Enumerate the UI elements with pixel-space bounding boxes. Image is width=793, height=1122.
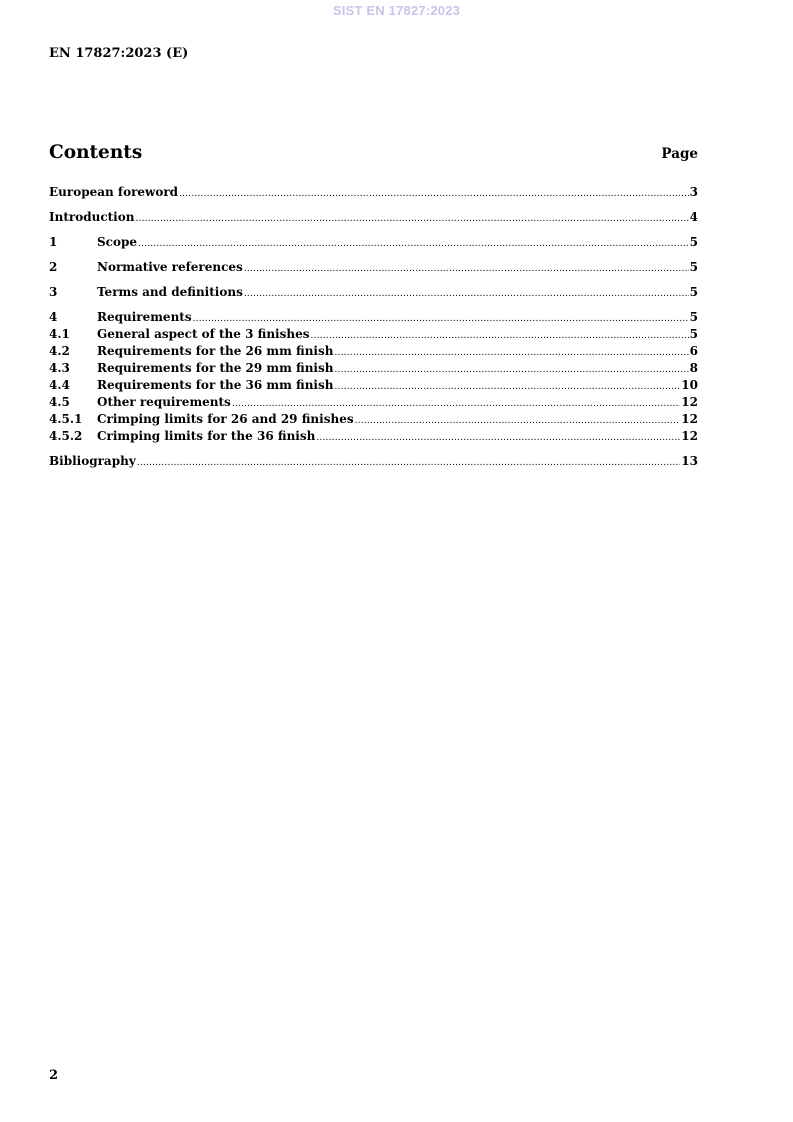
toc-entry-normative-references[interactable]: [49, 260, 698, 277]
toc-entry-page: 5: [689, 327, 698, 341]
toc-entry-crimping-36[interactable]: [49, 429, 698, 446]
toc-entry-number: 4.5.1: [49, 412, 83, 426]
toc-entry-number: 4.5: [49, 395, 70, 409]
toc-entry-title: Crimping limits for 26 and 29 finishes: [97, 412, 354, 426]
toc-entry-other-requirements[interactable]: [49, 395, 698, 412]
toc-dot-leader: [334, 348, 688, 358]
toc-entry-page: 4: [689, 210, 698, 224]
toc-entry-26mm-finish[interactable]: [49, 344, 698, 361]
document-identifier: EN 17827:2023 (E): [49, 46, 189, 61]
toc-entry-29mm-finish[interactable]: [49, 361, 698, 378]
toc-dot-leader: [135, 214, 688, 224]
toc-entry-title: Requirements for the 29 mm finish: [97, 361, 334, 375]
toc-entry-36mm-finish[interactable]: [49, 378, 698, 395]
toc-entry-page: 12: [681, 395, 698, 409]
toc-entry-title: Terms and definitions: [97, 285, 243, 299]
toc-entry-number: 4.3: [49, 361, 70, 375]
toc-entry-title: Requirements for the 36 mm finish: [97, 378, 334, 392]
toc-dot-leader: [244, 264, 689, 274]
toc-entry-page: 12: [681, 412, 698, 426]
toc-entry-bibliography[interactable]: [49, 454, 698, 471]
toc-entry-page: 6: [689, 344, 698, 358]
toc-entry-title: Introduction: [49, 210, 135, 224]
page-column-heading: Page: [661, 146, 698, 162]
toc-entry-title: Bibliography: [49, 454, 136, 468]
toc-entry-introduction[interactable]: [49, 210, 698, 227]
toc-entry-number: 2: [49, 260, 58, 274]
toc-entry-title: Other requirements: [97, 395, 231, 409]
contents-title: Contents: [49, 142, 143, 163]
toc-entry-number: 4.4: [49, 378, 70, 392]
toc-entry-number: 3: [49, 285, 58, 299]
toc-entry-title: General aspect of the 3 finishes: [97, 327, 310, 341]
toc-entry-number: 1: [49, 235, 58, 249]
toc-dot-leader: [232, 399, 680, 409]
toc-entry-title: Normative references: [97, 260, 243, 274]
toc-entry-scope[interactable]: [49, 235, 698, 252]
toc-entry-title: Requirements: [97, 310, 192, 324]
watermark: SIST EN 17827:2023: [332, 3, 461, 18]
toc-entry-page: 5: [689, 235, 698, 249]
toc-entry-number: 4.1: [49, 327, 70, 341]
toc-entry-page: 8: [689, 361, 698, 375]
toc-dot-leader: [311, 331, 689, 341]
toc-entry-page: 12: [681, 429, 698, 443]
toc-dot-leader: [137, 458, 681, 468]
page-number: 2: [49, 1068, 59, 1083]
toc-dot-leader: [179, 189, 689, 199]
toc-dot-leader: [334, 382, 680, 392]
toc-entry-page: 5: [689, 310, 698, 324]
toc-entry-title: Crimping limits for the 36 finish: [97, 429, 316, 443]
toc-entry-number: 4.2: [49, 344, 70, 358]
toc-entry-page: 5: [689, 260, 698, 274]
toc-entry-number: 4: [49, 310, 58, 324]
toc-entry-page: 10: [681, 378, 698, 392]
toc-dot-leader: [138, 239, 689, 249]
toc-dot-leader: [244, 289, 689, 299]
table-of-contents: [49, 185, 698, 471]
toc-entry-page: 3: [689, 185, 698, 199]
contents-header: [49, 142, 698, 166]
toc-entry-terms-and-definitions[interactable]: [49, 285, 698, 302]
toc-entry-crimping-26-29[interactable]: [49, 412, 698, 429]
toc-entry-european-foreword[interactable]: [49, 185, 698, 202]
toc-dot-leader: [316, 433, 680, 443]
toc-entry-page: 5: [689, 285, 698, 299]
toc-entry-title: Requirements for the 26 mm finish: [97, 344, 334, 358]
toc-entry-general-aspect[interactable]: [49, 327, 698, 344]
toc-entry-number: 4.5.2: [49, 429, 83, 443]
toc-dot-leader: [334, 365, 688, 375]
toc-dot-leader: [193, 314, 689, 324]
toc-dot-leader: [355, 416, 681, 426]
toc-entry-page: 13: [681, 454, 698, 468]
toc-entry-title: Scope: [97, 235, 138, 249]
toc-entry-title: European foreword: [49, 185, 179, 199]
toc-entry-requirements[interactable]: [49, 310, 698, 327]
